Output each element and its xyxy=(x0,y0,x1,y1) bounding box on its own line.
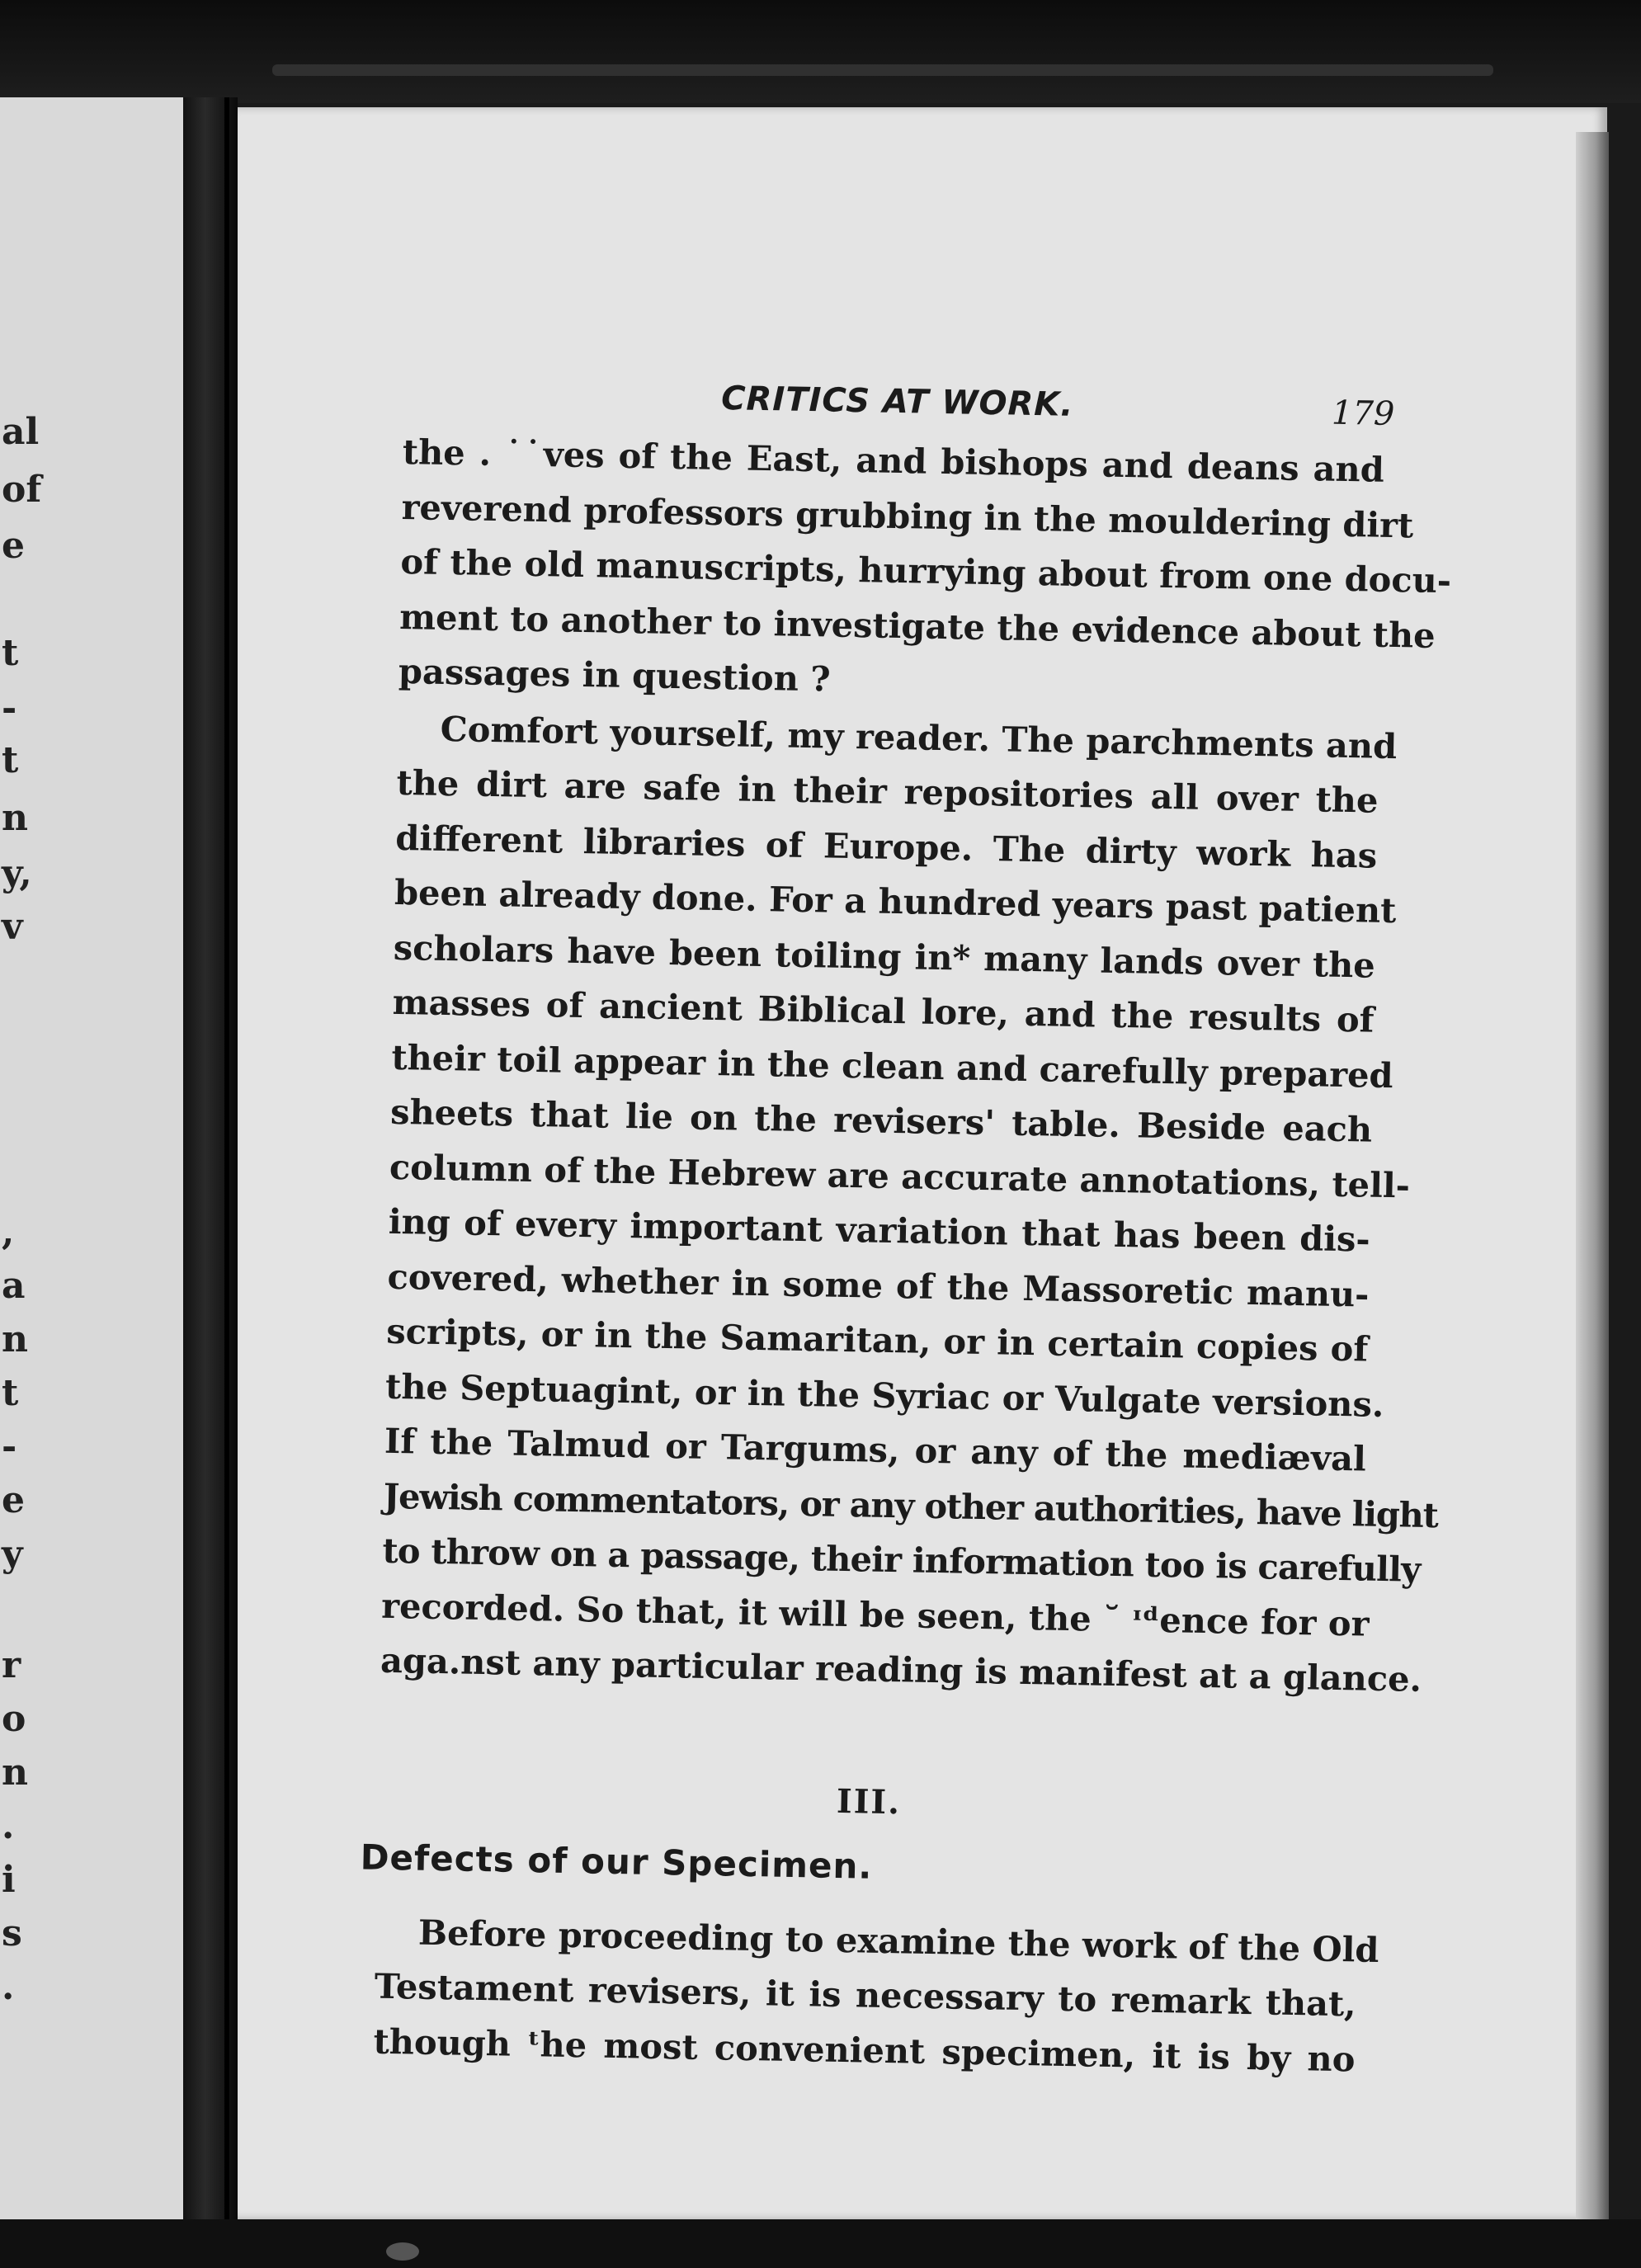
text-line: sheets that lie on the revisers' table. Beside each xyxy=(389,1091,1373,1150)
margin-char: - xyxy=(2,687,17,729)
margin-char: o xyxy=(2,1698,26,1740)
text-line: been already done. For a hundred years past patient xyxy=(394,871,1397,931)
margin-char: t xyxy=(2,632,19,674)
text-line: their toil appear in the clean and carefully prepared xyxy=(391,1036,1394,1096)
text-line: Before proceeding to examine the work of the Old xyxy=(417,1912,1379,1970)
section-number: III. xyxy=(836,1781,902,1822)
text-line: aga.nst any particular reading is manifest at a glance. xyxy=(380,1639,1422,1700)
margin-char: y xyxy=(2,1533,23,1575)
text-line: column of the Hebrew are accurate annotations, tell- xyxy=(389,1146,1411,1205)
text-line: covered, whether in some of the Massoretic manu- xyxy=(387,1256,1370,1315)
margin-char: . xyxy=(2,1805,15,1847)
text-line: of the old manuscripts, hurrying about from one docu- xyxy=(400,540,1452,601)
page-fore-edge xyxy=(1576,132,1609,2219)
text-line: though ᵗhe most convenient specimen, it is by no xyxy=(373,2020,1356,2079)
scan-bottom-border xyxy=(0,2219,1641,2268)
margin-char: e xyxy=(2,525,25,567)
left-page-margin-text xyxy=(0,97,42,2222)
text-line: passages in question ? xyxy=(398,650,832,700)
margin-char: y, xyxy=(2,852,32,894)
text-line: Testament revisers, it is necessary to remark that, xyxy=(374,1965,1357,2025)
margin-char: t xyxy=(2,1372,19,1414)
scan-top-border xyxy=(0,0,1641,103)
text-line: the dirt are safe in their repositories all over the xyxy=(396,762,1379,821)
margin-char: i xyxy=(2,1859,16,1901)
page-content xyxy=(360,359,1452,2086)
left-page-fragment xyxy=(0,97,183,2222)
scan-blot xyxy=(386,2242,419,2261)
text-line: the Septuagint, or in the Syriac or Vulgate versions. xyxy=(384,1365,1384,1425)
section-title: Defects of our Specimen. xyxy=(360,1836,873,1887)
book-gutter xyxy=(183,97,238,2222)
margin-char: al xyxy=(2,411,40,453)
text-line: reverend professors grubbing in the mouldering dirt xyxy=(401,486,1414,545)
margin-char: n xyxy=(2,797,28,839)
text-line: the . ˙˙ves of the East, and bishops and deans and xyxy=(402,431,1385,490)
text-line: different libraries of Europe. The dirty work has xyxy=(394,817,1378,876)
margin-char: r xyxy=(2,1644,21,1686)
margin-char: n xyxy=(2,1752,28,1794)
text-line: Jewish commentators, or any other authorities, have light xyxy=(383,1475,1439,1535)
text-line: scholars have been toiling in* many lands over the xyxy=(393,927,1376,986)
page-number: 179 xyxy=(1331,394,1395,434)
text-line: Comfort yourself, my reader. The parchments and xyxy=(440,708,1398,766)
book-top-edge xyxy=(272,64,1493,76)
margin-char: . xyxy=(2,1966,15,2008)
text-line: to throw on a passage, their information too is carefully xyxy=(382,1530,1421,1590)
margin-char: of xyxy=(2,469,42,511)
margin-char: a xyxy=(2,1265,26,1307)
margin-char: n xyxy=(2,1318,28,1360)
gutter-line xyxy=(224,97,229,2222)
paragraph-2 xyxy=(380,700,1439,1706)
text-line: recorded. So that, it will be seen, the ˘ ᶦᵈence for or xyxy=(380,1585,1370,1644)
margin-char: - xyxy=(2,1426,17,1468)
text-line: masses of ancient Biblical lore, and the results of xyxy=(392,981,1375,1040)
text-line: ment to another to investigate the evidence about the xyxy=(398,596,1436,656)
margin-char: t xyxy=(2,739,19,781)
text-line: If the Talmud or Targums, or any of the mediæval xyxy=(384,1420,1367,1479)
paragraph-1 xyxy=(398,425,1452,717)
margin-char: s xyxy=(2,1912,22,1954)
margin-char: e xyxy=(2,1479,25,1521)
text-line: scripts, or in the Samaritan, or in certain copies of xyxy=(385,1310,1369,1370)
margin-char: v xyxy=(2,906,23,948)
paragraph-3 xyxy=(373,1904,1379,2086)
running-title: CRITICS AT WORK. xyxy=(720,380,1074,424)
text-line: ing of every important variation that has been dis- xyxy=(388,1200,1371,1260)
margin-char: , xyxy=(2,1211,15,1253)
